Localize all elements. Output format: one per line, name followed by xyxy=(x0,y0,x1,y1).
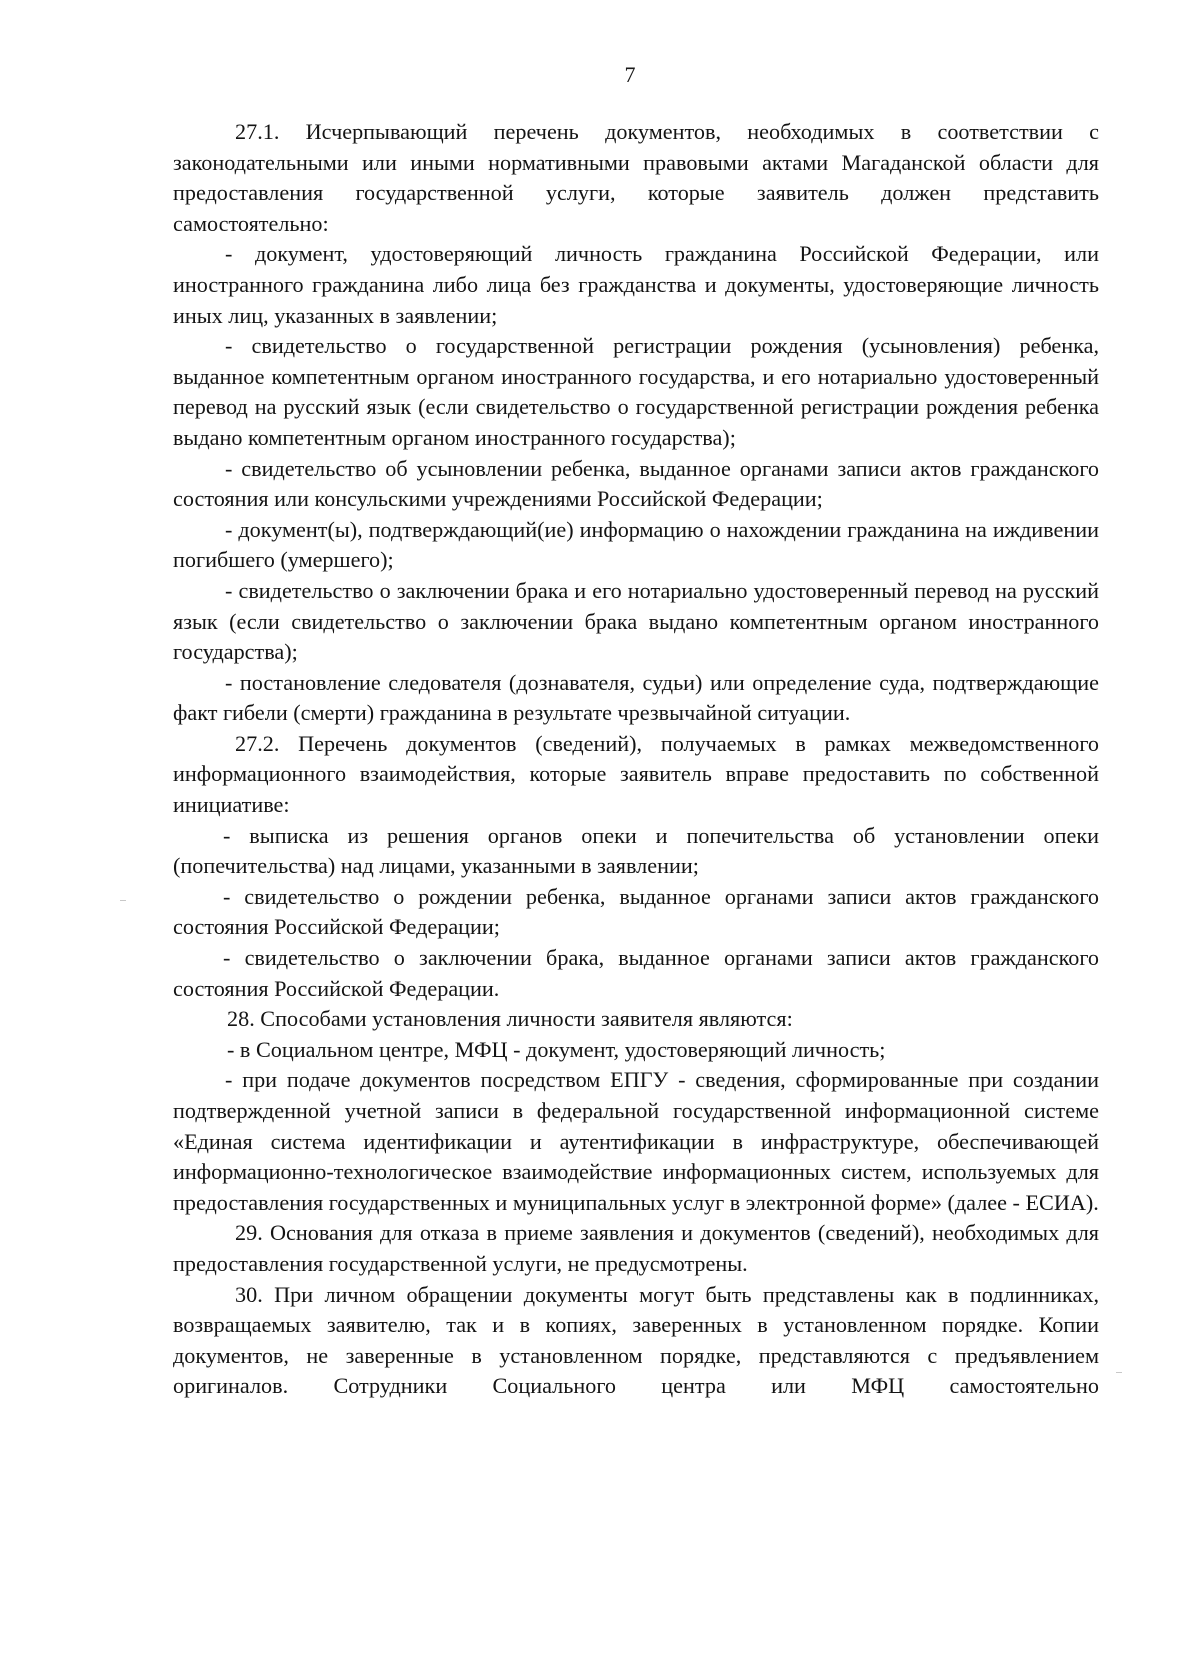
paragraph-27-2: 27.2. Перечень документов (сведений), получаемых в рамках межведомственного информационного взаимодействия, которые заявитель вправе предоставить по собственной инициативе: xyxy=(173,730,1099,818)
paragraph-27-1: 27.1. Исчерпывающий перечень документов, необходимых в соответствии с законодательными или иными нормативными правовыми актами Магаданской области для предоставления государственной услуги, которые заявитель должен представить самостоятельно: xyxy=(173,119,1099,236)
page-number: 7 xyxy=(624,62,636,87)
list-item-guardianship-extract: - выписка из решения органов опеки и попечительства об установлении опеки (попечительства) над лицами, указанными в заявлении; xyxy=(173,822,1099,879)
list-item-investigator-resolution: - постановление следователя (дознавателя, судьи) или определение суда, подтверждающие факт гибели (смерти) гражданина в результате чрезвычайной ситуации. xyxy=(173,669,1099,726)
list-item-birth-certificate: - свидетельство о рождении ребенка, выданное органами записи актов гражданского состояния Российской Федерации; xyxy=(173,883,1099,940)
list-item-marriage-certificate: - свидетельство о заключении брака, выданное органами записи актов гражданского состояния Российской Федерации. xyxy=(173,945,1099,1001)
list-item-dependency-document: - документ(ы), подтверждающий(ие) информацию о нахождении гражданина на иждивении погибшего (умершего); xyxy=(173,516,1099,573)
paragraph-28: 28. Способами установления личности заявителя являются: xyxy=(227,1006,793,1032)
list-item-birth-certificate-foreign: - свидетельство о государственной регистрации рождения (усыновления) ребенка, выданное компетентным органом иностранного государства, и его нотариально удостоверенный перевод на русский язык (если свидетельство о государственной регистрации рождения ребенка выдано компетентным органом иностранного государства); xyxy=(173,333,1099,450)
list-item-marriage-certificate-foreign: - свидетельство о заключении брака и его нотариально удостоверенный перевод на русский язык (если свидетельство о заключении брака выдано компетентным органом иностранного государства); xyxy=(173,577,1099,665)
list-item-identity-document: - документ, удостоверяющий личность гражданина Российской Федерации, или иностранного гражданина либо лица без гражданства и документы, удостоверяющие личность иных лиц, указанных в заявлении; xyxy=(173,241,1099,328)
paragraph-30: 30. При личном обращении документы могут быть представлены как в подлинниках, возвращаемых заявителю, так и в копиях, заверенных в установленном порядке. Копии документов, не заверенные в установленном порядке, представляются с предъявлением оригиналов. Сотрудники Социального центра или МФЦ самостоятельно xyxy=(173,1281,1099,1399)
list-item-identification-epgu: - при подаче документов посредством ЕПГУ - сведения, сформированные при создании подтвержденной учетной записи в федеральной государственной информационной системе «Единая система идентификации и аутентификации в инфраструктуре, обеспечивающей информационно-технологическое взаимодействие информационных систем, используемых для предоставления государственных и муниципальных услуг в электронной форме» (далее - ЕСИА). xyxy=(173,1067,1099,1215)
page-body xyxy=(173,117,1099,1402)
scan-artifact xyxy=(1116,1372,1122,1373)
scan-artifact xyxy=(120,900,126,901)
list-item-adoption-certificate: - свидетельство об усыновлении ребенка, выданное органами записи актов гражданского состояния или консульскими учреждениями Российской Федерации; xyxy=(173,455,1099,512)
list-item-identification-social-center: - в Социальном центре, МФЦ - документ, удостоверяющий личность; xyxy=(227,1036,886,1062)
paragraph-29: 29. Основания для отказа в приеме заявления и документов (сведений), необходимых для предоставления государственной услуги, не предусмотрены. xyxy=(173,1220,1099,1276)
